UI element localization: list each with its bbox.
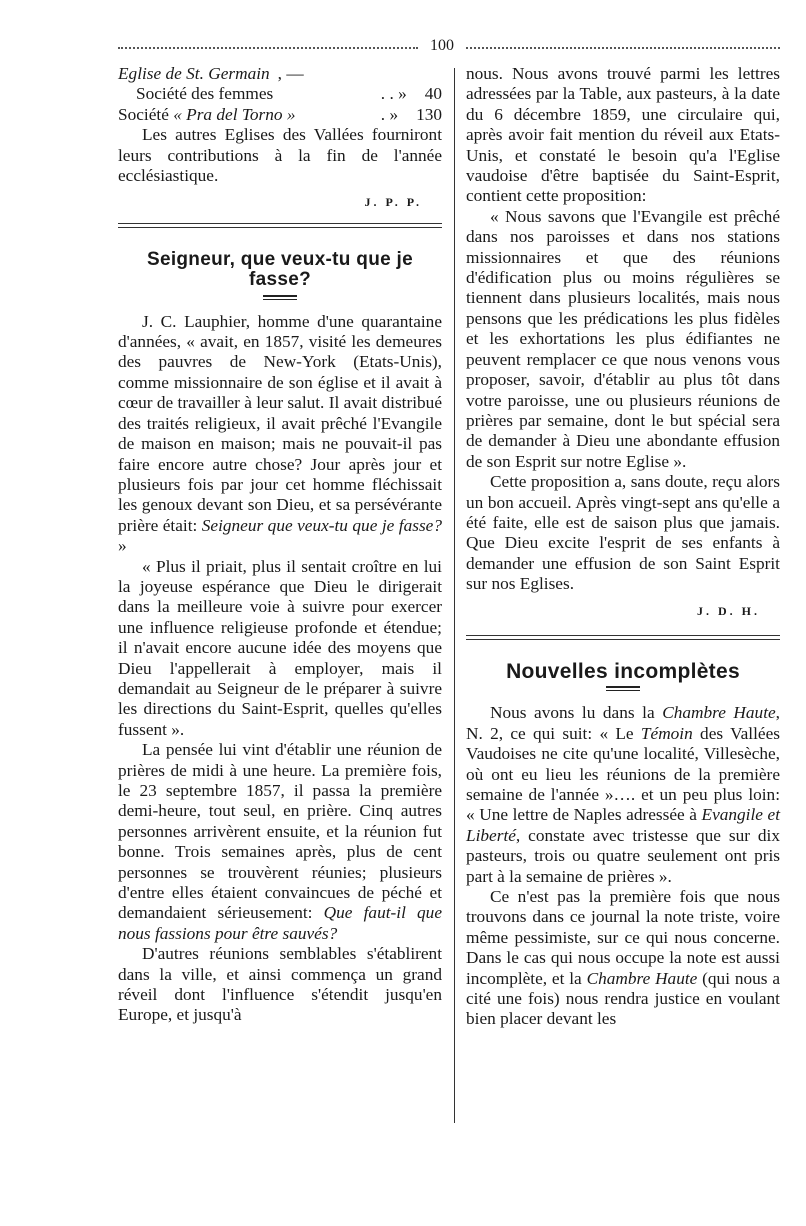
right-column [466, 64, 780, 1030]
paragraph: La pensée lui vint d'établir une réunion de prières de midi à une heure. La première fois, le 23 septembre 1857, il passa la première demi-heure, tout seul, en prière. Cinq autres personnes arrivèrent ensuite, et la réunion fut bonne. Trois semaines après, plus de cent personnes se trouvèrent réunies; plusieurs d'entre elles étaient convaincues de péché et demandaient sérieusement: Que faut-il que nous fassions pour être sauvés? [118, 740, 442, 943]
article-title: Seigneur, que veux-tu que je fasse? [146, 248, 413, 291]
donation-row [118, 105, 442, 125]
signature: J. P. P. [364, 195, 422, 210]
paragraph: Ce n'est pas la première fois que nous trouvons dans ce journal la note triste, voire même pessimiste, sur ce qui nous concerne. Dans le cas qui nous occupe la note est aussi incomplète, et la Chambre Haute (qui nous a cité une fois) nous rendra justice en voulant bien placer devant les [466, 887, 780, 1029]
donation-marks: . » [380, 104, 399, 124]
title-ornament [263, 295, 297, 300]
page-number: 100 [430, 37, 454, 54]
left-column [118, 64, 442, 1026]
donation-amount: 130 [416, 104, 442, 124]
section-separator [118, 223, 442, 228]
header-rule-left [118, 47, 418, 49]
section-title: Nouvelles incomplètes [506, 659, 740, 683]
donation-label-italic: « Pra del Torno » [173, 104, 296, 124]
contributions-note: Les autres Eglises des Vallées fourniront leurs contributions à la fin de l'année ecclésiastique. [118, 125, 442, 186]
page-header [118, 36, 780, 56]
donation-row [118, 84, 442, 104]
title-ornament [606, 686, 640, 691]
donation-label: Société des femmes [136, 84, 274, 104]
donation-marks: . . » [380, 84, 407, 104]
paragraph: nous. Nous avons trouvé parmi les lettres adressées par la Table, aux pasteurs, à la date du 6 décembre 1859, une circulaire qui, après avoir fait mention du réveil aux Etats-Unis, et constaté le besoin qu'a l'Eglise vaudoise d'être baptisée du Saint-Esprit, contient cette proposition: [466, 64, 780, 206]
donation-church-dash: , — [277, 64, 304, 83]
donation-amount: 40 [424, 84, 442, 104]
paragraph: « Plus il priait, plus il sentait croître en lui la joyeuse espérance que Dieu le dirigerait dans la meilleure voie à suivre pour exercer une influence religieuse profonde et étendue; il n'avait encore aucune idée des moyens que Dieu l'appellerait à employer, mais il demandait au Seigneur de le préparer à suivre les directions du Saint-Esprit, quelles qu'elles fussent ». [118, 556, 442, 739]
paragraph: J. C. Lauphier, homme d'une quarantaine d'années, « avait, en 1857, visité les demeures des pauvres de New-York (Etats-Unis), comme missionnaire de son église et il avait à cœur de travailler à leur salut. Il avait distribué des traités religieux, il avait prêché l'Evangile de maison en maison; mais ne pouvait-il pas faire encore autre chose? Jour après jour et plusieurs fois par jour cet homme fléchissait les genoux devant son Dieu, et sa persévérante prière était: Seigneur que veux-tu que je fasse? » [118, 311, 442, 556]
paragraph: D'autres réunions semblables s'établirent dans la ville, et ainsi commença un grand réveil dont l'influence s'étendit jusqu'en Europe, et jusqu'à [118, 944, 442, 1025]
section-separator [466, 635, 780, 640]
column-divider [454, 68, 455, 1123]
paragraph: Nous avons lu dans la Chambre Haute, N. 2, ce qui suit: « Le Témoin des Vallées Vaudoises ne cite qu'une localité, Villesèche, où ont eu lieu les réunions de la première semaine de l'année »…. et un peu plus loin: « Une lettre de Naples adressée à Evangile et Liberté, constate avec tristesse que sur dix pasteurs, trois ou quatre seulement ont pris part à la semaine de prières ». [466, 703, 780, 886]
paragraph: Cette proposition a, sans doute, reçu alors un bon accueil. Après vingt-sept ans qu'elle a été faite, elle est de saison plus que jamais. Que Dieu excite l'esprit de ses enfants à demander une effusion de son Saint Esprit sur nos Eglises. [466, 472, 780, 594]
paragraph: « Nous savons que l'Evangile est prêché dans nos paroisses et dans nos stations missionnaires et que des réunions d'édification plus ou moins régulières se tiennent dans plusieurs localités, mais nous pensons que les prédications les plus fidèles et les exhortations les plus édifiantes ne peuvent remplacer ce que nous venons vous proposer, savoir, d'établir au plus tôt dans votre paroisse, une ou plusieurs réunions de prières par semaine, dont le but spécial sera de demander à Dieu une abondante effusion de son Esprit sur notre Eglise ». [466, 206, 780, 471]
donation-church: Eglise de St. Germain [118, 64, 270, 83]
signature: J. D. H. [697, 603, 760, 618]
donation-label: Société [118, 104, 174, 124]
header-rule-right [466, 47, 780, 49]
donation-church-line [118, 64, 442, 84]
